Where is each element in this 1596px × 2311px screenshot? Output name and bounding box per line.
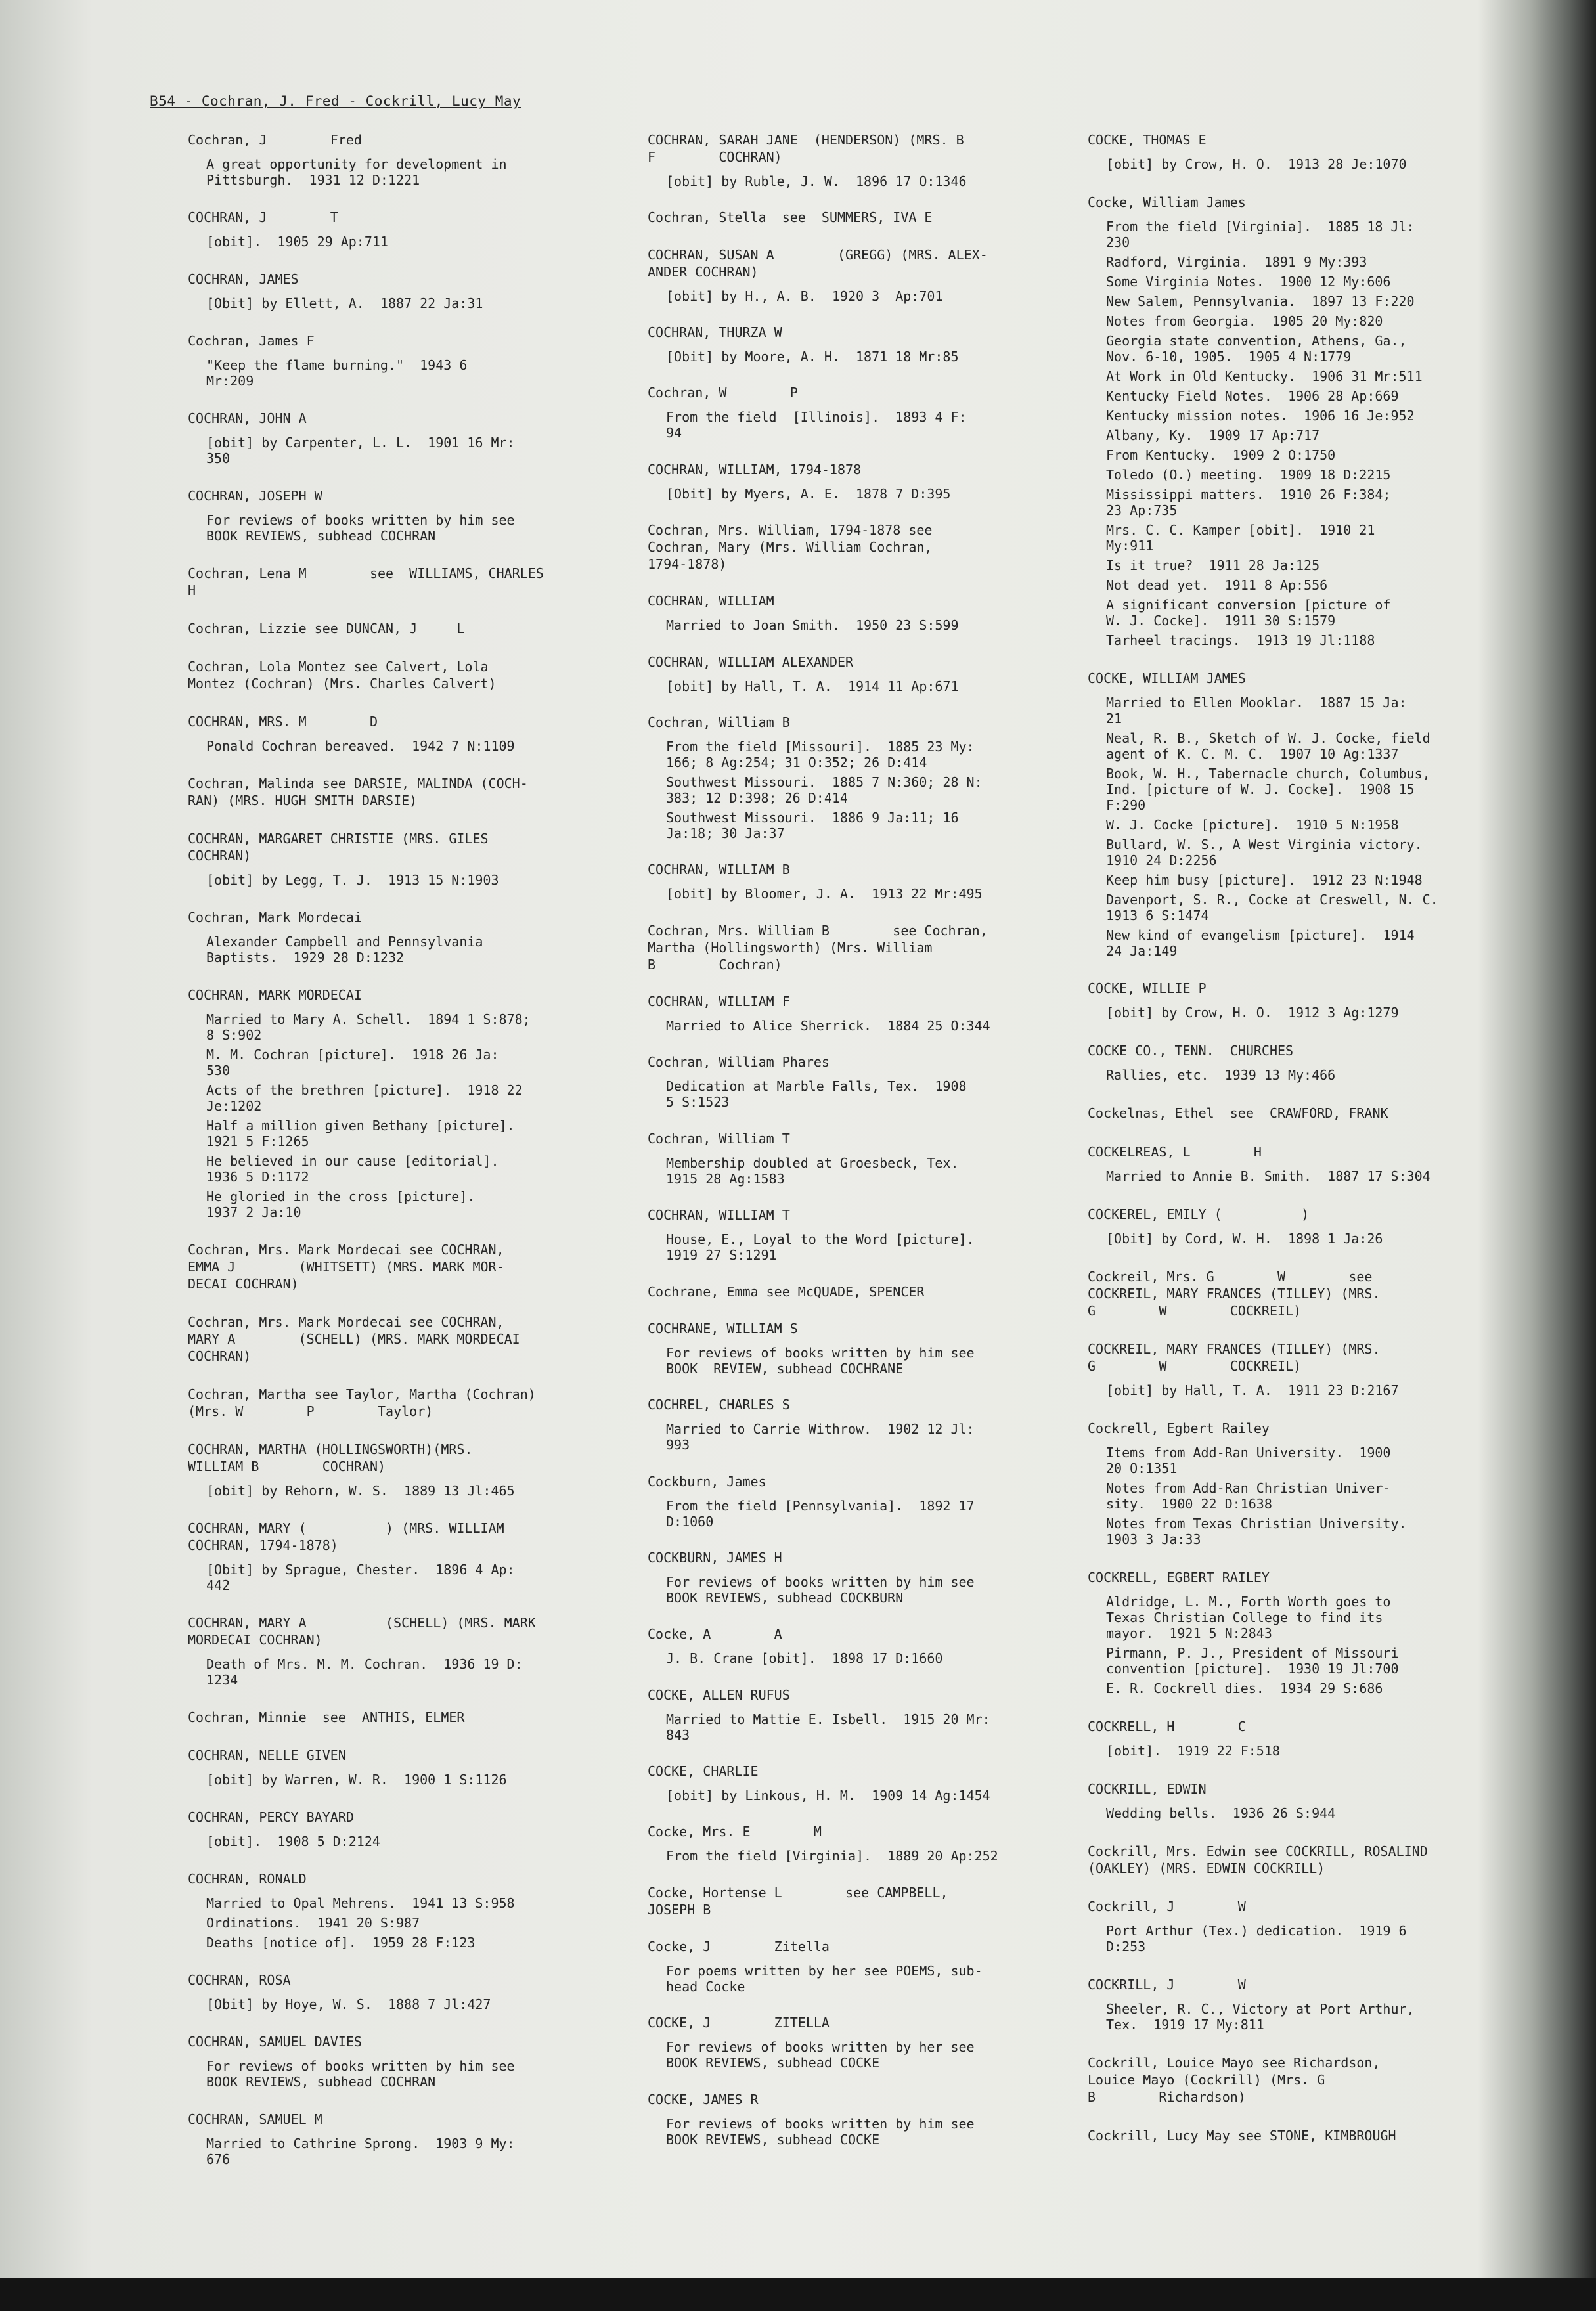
entry-citation: [obit] by Crow, H. O. 1912 3 Ag:1279 [1106, 1005, 1399, 1021]
entry-heading: Cockburn, James [648, 1473, 766, 1489]
entry-citation: Kentucky Field Notes. 1906 28 Ap:669 [1106, 387, 1399, 404]
index-entry [188, 332, 608, 389]
index-entry [1088, 1780, 1508, 1821]
entry-heading: COCHRAN, JAMES [188, 271, 299, 287]
entry-heading: COCHRAN, MARTHA (HOLLINGSWORTH)(MRS. WILLIAM B COCHRAN) [188, 1442, 473, 1474]
index-entry [188, 410, 608, 466]
entry-heading: COCKE, WILLIAM JAMES [1088, 670, 1246, 686]
entry-heading: COCHREL, CHARLES S [648, 1397, 790, 1413]
entry-heading: Cochran, Stella see SUMMERS, IVA E [648, 209, 933, 226]
index-entry [188, 131, 608, 188]
index-entry [1088, 1718, 1508, 1759]
index-entry [1088, 194, 1508, 648]
entry-citation: Ponald Cochran bereaved. 1942 7 N:1109 [206, 738, 515, 754]
entry-citation: Radford, Virginia. 1891 9 My:393 [1106, 253, 1367, 270]
entry-citation: Married to Mattie E. Isbell. 1915 20 Mr: 843 [666, 1711, 990, 1743]
entry-citation: Mississippi matters. 1910 26 F:384; 23 Ap:735 [1106, 486, 1391, 518]
entry-citation: [obit] by Warren, W. R. 1900 1 S:1126 [206, 1772, 507, 1788]
entry-citation: [obit]. 1919 22 F:518 [1106, 1742, 1280, 1759]
entry-citation: Is it true? 1911 28 Ja:125 [1106, 557, 1320, 573]
entry-citation: Tarheel tracings. 1913 19 Jl:1188 [1106, 632, 1375, 648]
index-entry [188, 2111, 608, 2167]
entry-heading: COCKE, WILLIE P [1088, 980, 1207, 997]
index-entry [188, 1313, 608, 1365]
index-entry [188, 986, 608, 1220]
entry-heading: Cochran, James F [188, 333, 315, 349]
index-entry [648, 324, 1068, 364]
entry-heading: Cockreil, Mrs. G W see COCKREIL, MARY FRANCES (TILLEY) (MRS. G W COCKREIL) [1088, 1268, 1381, 1319]
entry-citation: Not dead yet. 1911 8 Ap:556 [1106, 577, 1328, 593]
index-entry [188, 620, 608, 637]
entry-heading: COCHRAN, SAMUEL DAVIES [188, 2034, 362, 2050]
entry-citation: From the field [Illinois]. 1893 4 F: 94 [666, 409, 967, 441]
entry-citation: For poems written by her see POEMS, sub- head Cocke [666, 1962, 983, 1994]
entry-heading: COCHRAN, MRS. M D [188, 714, 378, 730]
entry-heading: COCHRAN, SUSAN A (GREGG) (MRS. ALEX- ANDER COCHRAN) [648, 246, 988, 280]
entry-citation: [obit] by Hall, T. A. 1914 11 Ap:671 [666, 678, 959, 694]
column-3 [1088, 131, 1508, 2144]
entry-citation: Albany, Ky. 1909 17 Ap:717 [1106, 427, 1320, 443]
index-entry [1088, 980, 1508, 1021]
index-entry [1088, 131, 1508, 172]
index-entry [188, 209, 608, 250]
entry-citation: Aldridge, L. M., Forth Worth goes to Texas Christian College to find its mayor. 1921 5 N:2843 [1106, 1594, 1391, 1642]
page-header: B54 - Cochran, J. Fred - Cockrill, Lucy May [150, 93, 521, 109]
entry-citation: Notes from Add-Ran Christian Univer- sity. 1900 22 D:1638 [1106, 1480, 1391, 1512]
entry-heading: Cockrill, Louice Mayo see Richardson, Louice Mayo (Cockrill) (Mrs. G B Richardson) [1088, 2055, 1381, 2105]
entry-heading: Cochran, Lola Montez see Calvert, Lola Montez (Cochran) (Mrs. Charles Calvert) [188, 659, 497, 692]
entry-citation: [obit] by Linkous, H. M. 1909 14 Ag:1454 [666, 1787, 990, 1803]
entry-heading: Cocke, Mrs. E M [648, 1824, 822, 1840]
index-entry [1088, 1268, 1508, 1319]
index-entry [648, 521, 1068, 573]
index-entry [188, 1870, 608, 1950]
entry-heading: COCKRELL, H C [1088, 1718, 1246, 1734]
entry-heading: COCKE, CHARLIE [648, 1763, 759, 1779]
entry-heading: Cochran, Mrs. William, 1794-1878 see Cochran, Mary (Mrs. William Cochran, 1794-1878) [648, 522, 933, 573]
entry-heading: Cocke, J Zitella [648, 1938, 830, 1954]
entry-heading: Cockelnas, Ethel see CRAWFORD, FRANK [1088, 1105, 1388, 1122]
index-entry [648, 209, 1068, 226]
index-entry [188, 1520, 608, 1593]
index-entry [188, 487, 608, 544]
entry-citation: For reviews of books written by him see BOOK REVIEWS, subhead COCHRAN [206, 2058, 515, 2090]
entry-citation: Half a million given Bethany [picture]. 1921 5 F:1265 [206, 1118, 515, 1149]
entry-heading: COCKE, JAMES R [648, 2091, 759, 2107]
entry-heading: COCKRILL, EDWIN [1088, 1780, 1207, 1797]
entry-citation: Dedication at Marble Falls, Tex. 1908 5 S:1523 [666, 1078, 967, 1111]
index-entry [188, 1614, 608, 1688]
entry-heading: Cocke, Hortense L see CAMPBELL, JOSEPH B [648, 1884, 948, 1918]
entry-heading: Cockrill, Mrs. Edwin see COCKRILL, ROSALIND (OAKLEY) (MRS. EDWIN COCKRILL) [1088, 1843, 1428, 1876]
index-entry [1088, 1843, 1508, 1877]
index-entry [648, 1625, 1068, 1666]
index-entry [648, 1053, 1068, 1110]
index-entry [648, 653, 1068, 694]
entry-citation: Notes from Texas Christian University. 1903 3 Ja:33 [1106, 1516, 1407, 1548]
index-entry [188, 830, 608, 888]
entry-citation: [obit] by H., A. B. 1920 3 Ap:701 [666, 288, 943, 304]
entry-heading: Cochran, J Fred [188, 132, 362, 148]
entry-citation: Rallies, etc. 1939 13 My:466 [1106, 1067, 1336, 1084]
entry-citation: [Obit] by Myers, A. E. 1878 7 D:395 [666, 485, 951, 502]
index-entry [1088, 1105, 1508, 1122]
index-entry [188, 1747, 608, 1788]
index-entry [188, 775, 608, 809]
entry-heading: Cochran, Mrs. Mark Mordecai see COCHRAN, MARY A (SCHELL) (MRS. MARK MORDECAI COCHRAN) [188, 1314, 520, 1364]
entry-heading: COCKBURN, JAMES H [648, 1549, 782, 1566]
entry-heading: COCHRAN, WILLIAM ALEXANDER [648, 653, 854, 670]
index-entry [648, 1206, 1068, 1263]
index-entry [648, 993, 1068, 1034]
entry-heading: COCHRAN, WILLIAM T [648, 1207, 790, 1223]
index-entry [1088, 2054, 1508, 2105]
index-entry [1088, 1206, 1508, 1246]
index-entry [648, 1283, 1068, 1300]
entry-citation: For reviews of books written by him see BOOK REVIEWS, subhead COCHRAN [206, 512, 515, 544]
entry-citation: Married to Joan Smith. 1950 23 S:599 [666, 617, 959, 634]
entry-heading: Cochran, William B [648, 715, 790, 731]
entry-heading: COCHRAN, JOHN A [188, 410, 307, 426]
entry-citation: Married to Annie B. Smith. 1887 17 S:304 [1106, 1168, 1430, 1184]
entry-citation: From the field [Virginia]. 1889 20 Ap:252 [666, 1848, 998, 1864]
entry-citation: For reviews of books written by him see BOOK REVIEW, subhead COCHRANE [666, 1344, 975, 1376]
index-entry [648, 592, 1068, 633]
entry-citation: Alexander Campbell and Pennsylvania Baptists. 1929 28 D:1232 [206, 934, 483, 965]
index-entry [1088, 1569, 1508, 1696]
entry-citation: [Obit] by Sprague, Chester. 1896 4 Ap: 442 [206, 1562, 515, 1593]
entry-heading: COCHRAN, J T [188, 209, 338, 225]
entry-citation: [obit]. 1908 5 D:2124 [206, 1834, 380, 1849]
entry-heading: Cochran, Mrs. Mark Mordecai see COCHRAN, EMMA J (WHITSETT) (MRS. MARK MOR- DECAI COCHRAN) [188, 1242, 504, 1292]
entry-heading: Cochran, Mark Mordecai [188, 910, 362, 925]
index-entry [1088, 1420, 1508, 1547]
entry-citation: Items from Add-Ran University. 1900 20 O:1351 [1106, 1445, 1391, 1477]
index-entry [648, 1549, 1068, 1606]
index-entry [1088, 1898, 1508, 1954]
index-entry [648, 1884, 1068, 1918]
entry-citation: Mrs. C. C. Kamper [obit]. 1910 21 My:911 [1106, 521, 1375, 554]
index-entry [648, 384, 1068, 441]
entry-citation: Davenport, S. R., Cocke at Creswell, N. C. 1913 6 S:1474 [1106, 891, 1438, 923]
entry-heading: COCHRAN, WILLIAM [648, 593, 774, 609]
entry-citation: Georgia state convention, Athens, Ga., Nov. 6-10, 1905. 1905 4 N:1779 [1106, 332, 1407, 364]
index-entry [188, 271, 608, 311]
index-entry [188, 2033, 608, 2090]
index-entry [648, 1396, 1068, 1453]
entry-citation: He gloried in the cross [picture]. 1937 2 Ja:10 [206, 1189, 476, 1220]
entry-heading: COCHRAN, RONALD [188, 1871, 307, 1887]
entry-citation: W. J. Cocke [picture]. 1910 5 N:1958 [1106, 816, 1399, 833]
entry-heading: COCKE, J ZITELLA [648, 2015, 830, 2031]
entry-heading: Cochran, Malinda see DARSIE, MALINDA (COCH- RAN) (MRS. HUGH SMITH DARSIE) [188, 776, 528, 808]
index-entry [648, 2091, 1068, 2147]
entry-heading: Cockrell, Egbert Railey [1088, 1420, 1270, 1437]
entry-heading: COCHRAN, MARGARET CHRISTIE (MRS. GILES COCHRAN) [188, 831, 489, 864]
entry-heading: COCHRAN, SAMUEL M [188, 2111, 322, 2127]
index-entry [648, 1320, 1068, 1376]
entry-heading: COCHRAN, ROSA [188, 1972, 291, 1988]
entry-citation: [obit] by Crow, H. O. 1913 28 Je:1070 [1106, 156, 1407, 172]
entry-citation: Married to Cathrine Sprong. 1903 9 My: 676 [206, 2136, 515, 2167]
entry-citation: Ordinations. 1941 20 S:987 [206, 1915, 420, 1931]
entry-citation: [obit] by Bloomer, J. A. 1913 22 Mr:495 [666, 886, 983, 902]
entry-citation: Married to Alice Sherrick. 1884 25 O:344 [666, 1018, 990, 1034]
entry-heading: COCHRAN, WILLIAM F [648, 994, 790, 1010]
index-entry [648, 861, 1068, 902]
entry-citation: Sheeler, R. C., Victory at Port Arthur, Tex. 1919 17 My:811 [1106, 2001, 1415, 2033]
entry-citation: At Work in Old Kentucky. 1906 31 Mr:511 [1106, 368, 1423, 384]
index-entry [188, 713, 608, 754]
entry-citation: Married to Mary A. Schell. 1894 1 S:878; 8 S:902 [206, 1011, 531, 1043]
entry-citation: [obit] by Rehorn, W. S. 1889 13 Jl:465 [206, 1483, 515, 1499]
entry-citation: [obit] by Carpenter, L. L. 1901 16 Mr: 350 [206, 435, 515, 466]
entry-citation: [Obit] by Ellett, A. 1887 22 Ja:31 [206, 296, 483, 311]
entry-heading: COCHRAN, WILLIAM, 1794-1878 [648, 461, 862, 477]
entry-heading: COCKE, ALLEN RUFUS [648, 1686, 790, 1703]
entry-citation: Southwest Missouri. 1885 7 N:360; 28 N: 383; 12 D:398; 26 D:414 [666, 774, 983, 806]
index-entry [648, 2014, 1068, 2071]
entry-citation: For reviews of books written by her see BOOK REVIEWS, subhead COCKE [666, 2039, 975, 2071]
index-entry [1088, 1143, 1508, 1184]
index-entry [188, 1971, 608, 2012]
entry-heading: COCHRAN, WILLIAM B [648, 862, 790, 878]
index-entry [648, 1823, 1068, 1864]
entry-heading: COCKELREAS, L H [1088, 1143, 1262, 1160]
index-entry [188, 1441, 608, 1499]
entry-citation: Married to Ellen Mooklar. 1887 15 Ja: 21 [1106, 694, 1407, 726]
index-entry [648, 246, 1068, 304]
entry-heading: Cockrill, Lucy May see STONE, KIMBROUGH [1088, 2127, 1396, 2144]
index-entry [188, 909, 608, 965]
entry-citation: Membership doubled at Groesbeck, Tex. 1915 28 Ag:1583 [666, 1155, 959, 1187]
index-entry [648, 714, 1068, 841]
entry-citation: Neal, R. B., Sketch of W. J. Cocke, field agent of K. C. M. C. 1907 10 Ag:1337 [1106, 730, 1430, 762]
entry-citation: Some Virginia Notes. 1900 12 My:606 [1106, 273, 1391, 290]
entry-heading: COCKREIL, MARY FRANCES (TILLEY) (MRS. G W COCKREIL) [1088, 1341, 1381, 1375]
entry-heading: Cochran, Lena M see WILLIAMS, CHARLES H [188, 565, 544, 598]
entry-citation: [obit] by Hall, T. A. 1911 23 D:2167 [1106, 1382, 1399, 1399]
entry-heading: Cochran, William Phares [648, 1054, 830, 1070]
entry-heading: Cocke, A A [648, 1626, 782, 1642]
entry-citation: [obit]. 1905 29 Ap:711 [206, 234, 388, 250]
entry-heading: COCKEREL, EMILY ( ) [1088, 1206, 1310, 1222]
index-entry [188, 1386, 608, 1420]
entry-citation: A significant conversion [picture of W. J. Cocke]. 1911 30 S:1579 [1106, 596, 1391, 628]
entry-citation: He believed in our cause [editorial]. 1936 5 D:1172 [206, 1153, 499, 1185]
index-entry [648, 1473, 1068, 1530]
index-entry [188, 658, 608, 692]
entry-heading: Cochran, W P [648, 385, 798, 401]
index-entry [648, 1938, 1068, 1994]
entry-citation: For reviews of books written by him see BOOK REVIEWS, subhead COCKE [666, 2115, 975, 2147]
column-2 [648, 131, 1068, 2147]
index-entry [648, 1130, 1068, 1187]
index-entry [648, 1763, 1068, 1803]
index-entry [1088, 1976, 1508, 2033]
index-entry [1088, 2127, 1508, 2144]
index-entry [648, 461, 1068, 502]
entry-citation: Married to Opal Mehrens. 1941 13 S:958 [206, 1895, 515, 1911]
entry-heading: COCHRAN, MARY ( ) (MRS. WILLIAM COCHRAN, 1794-1878) [188, 1520, 504, 1553]
entry-heading: Cochran, Lizzie see DUNCAN, J L [188, 621, 465, 636]
entry-heading: COCHRAN, MARK MORDECAI [188, 987, 362, 1003]
entry-citation: Pirmann, P. J., President of Missouri convention [picture]. 1930 19 Jl:700 [1106, 1645, 1399, 1677]
entry-citation: "Keep the flame burning." 1943 6 Mr:209 [206, 357, 468, 389]
index-entry [1088, 1340, 1508, 1398]
entry-heading: Cochran, Mrs. William B see Cochran, Martha (Hollingsworth) (Mrs. William B Cochran) [648, 922, 988, 973]
entry-heading: Cochran, Martha see Taylor, Martha (Cochran) (Mrs. W P Taylor) [188, 1386, 536, 1419]
entry-citation: J. B. Crane [obit]. 1898 17 D:1660 [666, 1650, 943, 1667]
entry-citation: From the field [Pennsylvania]. 1892 17 D:1060 [666, 1497, 975, 1530]
index-entry [648, 1686, 1068, 1743]
entry-citation: [Obit] by Moore, A. H. 1871 18 Mr:85 [666, 349, 959, 365]
entry-citation: Deaths [notice of]. 1959 28 F:123 [206, 1935, 476, 1950]
entry-citation: Death of Mrs. M. M. Cochran. 1936 19 D: 1234 [206, 1656, 523, 1688]
entry-citation: Book, W. H., Tabernacle church, Columbus, Ind. [picture of W. J. Cocke]. 1908 15 F:290 [1106, 765, 1430, 813]
entry-citation: Kentucky mission notes. 1906 16 Je:952 [1106, 407, 1415, 424]
entry-heading: Cochran, Minnie see ANTHIS, ELMER [188, 1709, 465, 1725]
entry-citation: [obit] by Ruble, J. W. 1896 17 O:1346 [666, 173, 967, 189]
entry-heading: COCHRAN, JOSEPH W [188, 488, 322, 504]
index-entry [188, 1241, 608, 1292]
entry-citation: E. R. Cockrell dies. 1934 29 S:686 [1106, 1681, 1383, 1697]
entry-citation: From the field [Virginia]. 1885 18 Jl: 230 [1106, 218, 1415, 250]
entry-heading: COCHRAN, NELLE GIVEN [188, 1748, 346, 1763]
entry-citation: Married to Carrie Withrow. 1902 12 Jl: 993 [666, 1421, 975, 1453]
entry-heading: COCKRILL, J W [1088, 1977, 1246, 1993]
entry-heading: Cochran, William T [648, 1130, 790, 1147]
index-entry [648, 922, 1068, 973]
entry-citation: [Obit] by Hoye, W. S. 1888 7 Jl:427 [206, 1996, 491, 2012]
entry-heading: COCHRAN, MARY A (SCHELL) (MRS. MARK MORDECAI COCHRAN) [188, 1615, 536, 1648]
entry-citation: House, E., Loyal to the Word [picture]. 1919 27 S:1291 [666, 1231, 975, 1264]
entry-citation: New Salem, Pennsylvania. 1897 13 F:220 [1106, 293, 1415, 309]
index-entry [188, 1709, 608, 1726]
entry-citation: Keep him busy [picture]. 1912 23 N:1948 [1106, 871, 1423, 888]
column-1 [188, 131, 608, 2167]
entry-heading: COCHRANE, WILLIAM S [648, 1320, 798, 1336]
index-entry [648, 131, 1068, 189]
index-entry [188, 565, 608, 599]
entry-heading: COCHRAN, THURZA W [648, 324, 782, 341]
index-entry [1088, 1042, 1508, 1083]
entry-citation: Bullard, W. S., A West Virginia victory. 1910 24 D:2256 [1106, 836, 1423, 868]
entry-citation: New kind of evangelism [picture]. 1914 24 Ja:149 [1106, 927, 1415, 959]
entry-citation: Wedding bells. 1936 26 S:944 [1106, 1805, 1336, 1821]
index-entry [188, 1809, 608, 1849]
scan-bottom-edge [0, 2278, 1596, 2311]
entry-citation: Notes from Georgia. 1905 20 My:820 [1106, 313, 1383, 329]
entry-citation: For reviews of books written by him see BOOK REVIEWS, subhead COCKBURN [666, 1574, 975, 1606]
entry-citation: From the field [Missouri]. 1885 23 My: 166; 8 Ag:254; 31 O:352; 26 D:414 [666, 739, 975, 771]
entry-citation: [Obit] by Cord, W. H. 1898 1 Ja:26 [1106, 1230, 1383, 1246]
entry-heading: COCHRAN, PERCY BAYARD [188, 1809, 354, 1825]
entry-heading: COCKE, THOMAS E [1088, 132, 1207, 148]
entry-heading: Cocke, William James [1088, 194, 1246, 210]
entry-citation: Port Arthur (Tex.) dedication. 1919 6 D:253 [1106, 1923, 1407, 1955]
entry-heading: COCKRELL, EGBERT RAILEY [1088, 1570, 1270, 1586]
entry-heading: COCHRAN, SARAH JANE (HENDERSON) (MRS. B F COCHRAN) [648, 132, 964, 165]
entry-citation: Toledo (O.) meeting. 1909 18 D:2215 [1106, 466, 1391, 483]
entry-citation: Acts of the brethren [picture]. 1918 22 Je:1202 [206, 1082, 523, 1114]
entry-heading: Cockrill, J W [1088, 1899, 1246, 1915]
entry-citation: M. M. Cochran [picture]. 1918 26 Ja: 530 [206, 1047, 499, 1078]
entry-citation: [obit] by Legg, T. J. 1913 15 N:1903 [206, 872, 499, 888]
entry-citation: Southwest Missouri. 1886 9 Ja:11; 16 Ja:18; 30 Ja:37 [666, 810, 959, 842]
index-entry [1088, 670, 1508, 959]
entry-citation: From Kentucky. 1909 2 O:1750 [1106, 447, 1336, 463]
entry-heading: COCKE CO., TENN. CHURCHES [1088, 1043, 1294, 1059]
entry-heading: Cochrane, Emma see McQUADE, SPENCER [648, 1283, 925, 1300]
entry-citation: A great opportunity for development in Pittsburgh. 1931 12 D:1221 [206, 156, 507, 188]
